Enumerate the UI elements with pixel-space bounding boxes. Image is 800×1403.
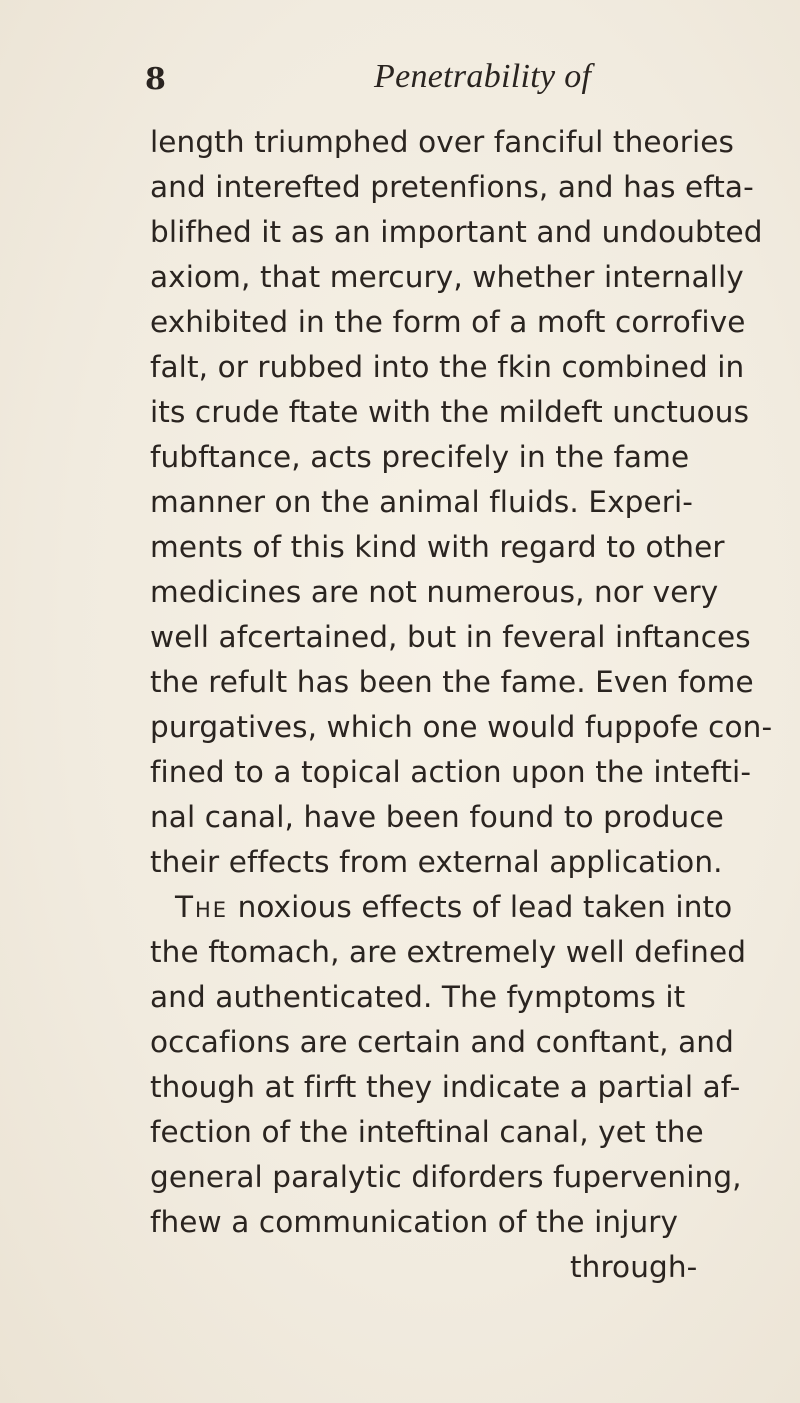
text-line: the refult has been the fame. Even fome	[150, 665, 754, 699]
page-number: 8	[145, 62, 166, 97]
text-line-rest: noxious effects of lead taken into	[237, 890, 733, 924]
text-line: though at firft they indicate a partial af-	[150, 1070, 741, 1104]
text-line: exhibited in the form of a moft corrofive	[150, 305, 746, 339]
paragraph-first-line	[175, 887, 732, 927]
text-line: the ftomach, are extremely well defined	[150, 935, 747, 969]
page-header	[0, 58, 800, 108]
text-line: its crude ftate with the mildeft unctuous	[150, 395, 750, 429]
catchword: through-	[570, 1250, 698, 1284]
text-line: medicines are not numerous, nor very	[150, 575, 719, 609]
text-line: length triumphed over fanciful theories	[150, 125, 735, 159]
running-title: Penetrability of	[374, 58, 592, 95]
text-line: manner on the animal fluids. Experi-	[150, 485, 693, 519]
text-line: axiom, that mercury, whether internally	[150, 260, 744, 294]
text-line: blifhed it as an important and undoubted	[150, 215, 763, 249]
text-line: well afcertained, but in feveral inftances	[150, 620, 751, 654]
text-line: purgatives, which one would fuppofe con-	[150, 710, 773, 744]
text-line: falt, or rubbed into the fkin combined in	[150, 350, 745, 384]
text-line: and interefted pretenfions, and has efta-	[150, 170, 754, 204]
text-line: and authenticated. The fymptoms it	[150, 980, 686, 1014]
text-line: occafions are certain and conftant, and	[150, 1025, 734, 1059]
text-line: nal canal, have been found to produce	[150, 800, 724, 834]
text-line: ments of this kind with regard to other	[150, 530, 725, 564]
text-line: their effects from external application.	[150, 845, 723, 879]
text-line: fhew a communication of the injury	[150, 1205, 679, 1239]
paragraph-opener: The	[175, 890, 229, 924]
text-line: general paralytic diforders fupervening,	[150, 1160, 742, 1194]
text-line: fined to a topical action upon the intefti-	[150, 755, 752, 789]
text-line: fubftance, acts precifely in the fame	[150, 440, 690, 474]
text-line: fection of the inteftinal canal, yet the	[150, 1115, 704, 1149]
